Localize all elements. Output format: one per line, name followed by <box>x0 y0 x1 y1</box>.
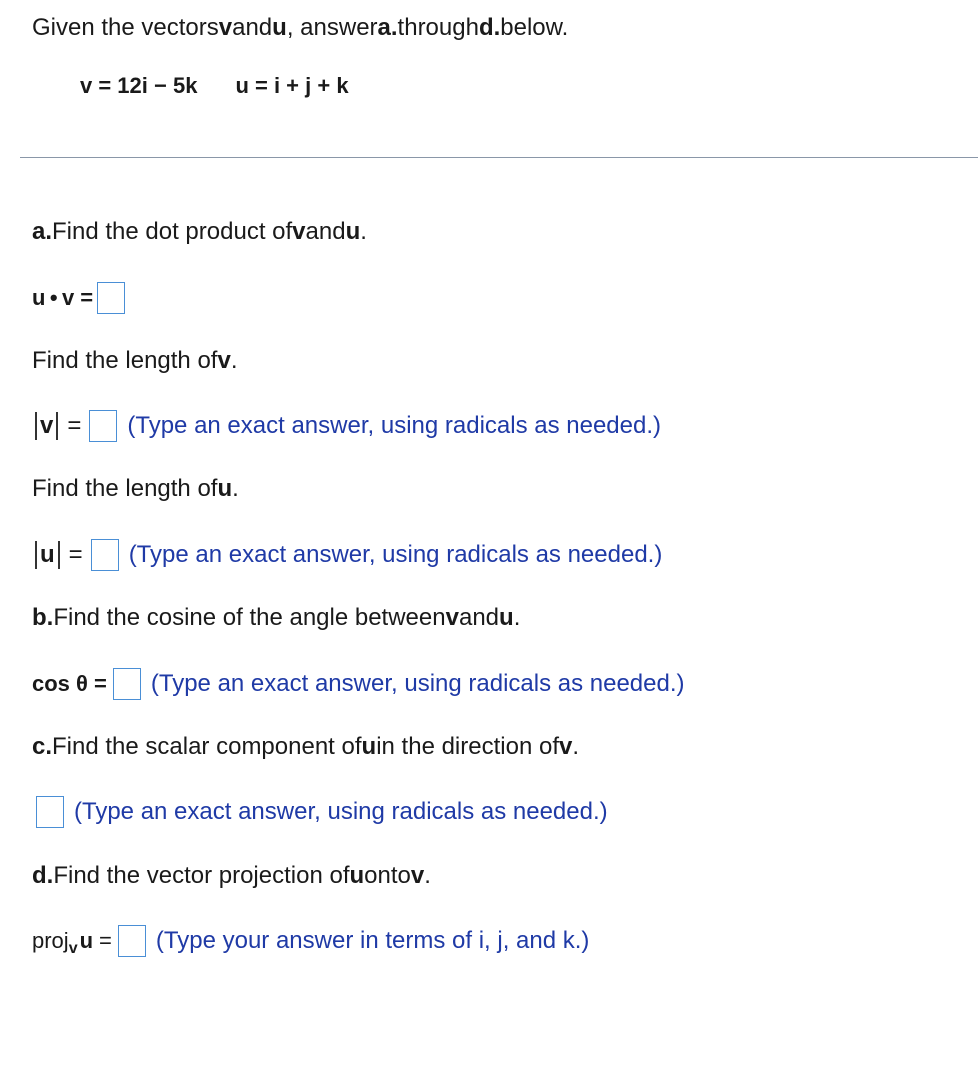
dot-product-row <box>32 282 125 314</box>
length-u-var: u <box>217 475 233 502</box>
dot-product-input[interactable] <box>97 282 125 314</box>
part-a-label: a. <box>32 218 53 245</box>
intro-mid: , answer <box>286 14 378 41</box>
abs-bar-right <box>58 541 60 569</box>
part-b-end: . <box>513 604 521 631</box>
length-v-hint: (Type an exact answer, using radicals as needed.) <box>127 412 662 439</box>
projection-proj: proj <box>32 928 69 953</box>
part-d-onto: onto <box>364 862 411 889</box>
projection-subscript: v <box>68 940 78 957</box>
part-c-u: u <box>361 733 377 760</box>
norm-u <box>32 540 63 570</box>
length-v-row <box>32 410 661 442</box>
part-d-label: d. <box>32 862 54 889</box>
part-c-end: . <box>572 733 580 760</box>
intro-text: Given the vectors <box>32 14 219 41</box>
intro-v: v <box>218 14 233 41</box>
part-a-u: u <box>345 218 361 245</box>
scalar-component-input[interactable] <box>36 796 64 828</box>
abs-bar-left <box>35 412 37 440</box>
part-d-prompt <box>32 861 431 891</box>
length-v-input[interactable] <box>89 410 117 442</box>
vector-u-definition: u = i + j + k <box>235 73 349 98</box>
part-c-text: Find the scalar component of <box>52 733 362 760</box>
length-u-equals: = <box>68 541 83 568</box>
part-b-and: and <box>458 604 500 631</box>
length-u-text: Find the length of <box>32 475 218 502</box>
length-v-prompt: Find the length of v . <box>32 347 238 374</box>
intro-suffix: below. <box>500 14 569 41</box>
intro-through: through <box>397 14 479 41</box>
vector-definitions <box>80 71 349 101</box>
scalar-component-row <box>36 796 608 828</box>
cosine-input[interactable] <box>113 668 141 700</box>
part-a-text: Find the dot product of <box>52 218 293 245</box>
part-b-text: Find the cosine of the angle between <box>53 604 446 631</box>
part-b-prompt <box>32 603 520 633</box>
abs-bar-left <box>35 541 37 569</box>
cosine-hint: (Type an exact answer, using radicals as needed.) <box>150 670 685 697</box>
intro-u: u <box>272 14 287 41</box>
length-v-equals: = <box>67 412 82 439</box>
part-d-end: . <box>424 862 431 889</box>
length-u-hint: (Type an exact answer, using radicals as needed.) <box>128 541 663 568</box>
intro-a: a. <box>377 14 398 41</box>
intro-and: and <box>232 14 273 41</box>
part-c-label: c. <box>32 733 53 760</box>
scalar-component-hint: (Type an exact answer, using radicals as needed.) <box>74 798 608 825</box>
vector-v-definition: v = 12i − 5k <box>80 73 198 98</box>
part-d-v: v <box>410 862 425 889</box>
section-divider <box>20 157 978 158</box>
length-v-text: Find the length of <box>32 347 218 374</box>
part-d-text: Find the vector projection of <box>53 862 350 889</box>
length-v-var: v <box>217 347 231 374</box>
cosine-lhs: cos θ = <box>32 671 107 696</box>
problem-intro <box>32 13 568 43</box>
length-u-row <box>32 539 662 571</box>
projection-hint: (Type your answer in terms of i, j, and k.) <box>155 927 590 954</box>
norm-v-symbol: v <box>40 412 54 439</box>
projection-equals: = <box>99 928 112 953</box>
part-a-prompt <box>32 217 367 247</box>
part-c-prompt <box>32 732 579 762</box>
part-c-v: v <box>558 733 573 760</box>
norm-v <box>32 411 61 441</box>
part-d-u: u <box>349 862 365 889</box>
intro-d: d. <box>478 14 501 41</box>
part-a-and: and <box>305 218 346 245</box>
part-a-v: v <box>292 218 306 245</box>
cosine-row <box>32 668 685 700</box>
part-b-v: v <box>445 604 459 631</box>
length-u-prompt: Find the length of u . <box>32 475 239 502</box>
projection-u: u <box>79 928 94 953</box>
part-b-u: u <box>499 604 514 631</box>
projection-input[interactable] <box>118 925 146 957</box>
dot-product-lhs: u • v = <box>32 285 94 310</box>
projection-row <box>32 925 589 957</box>
norm-u-symbol: u <box>40 541 55 568</box>
part-c-in: in the direction of <box>376 733 559 760</box>
part-b-label: b. <box>32 604 54 631</box>
length-u-input[interactable] <box>91 539 119 571</box>
abs-bar-right <box>56 412 58 440</box>
part-a-end: . <box>360 218 367 245</box>
